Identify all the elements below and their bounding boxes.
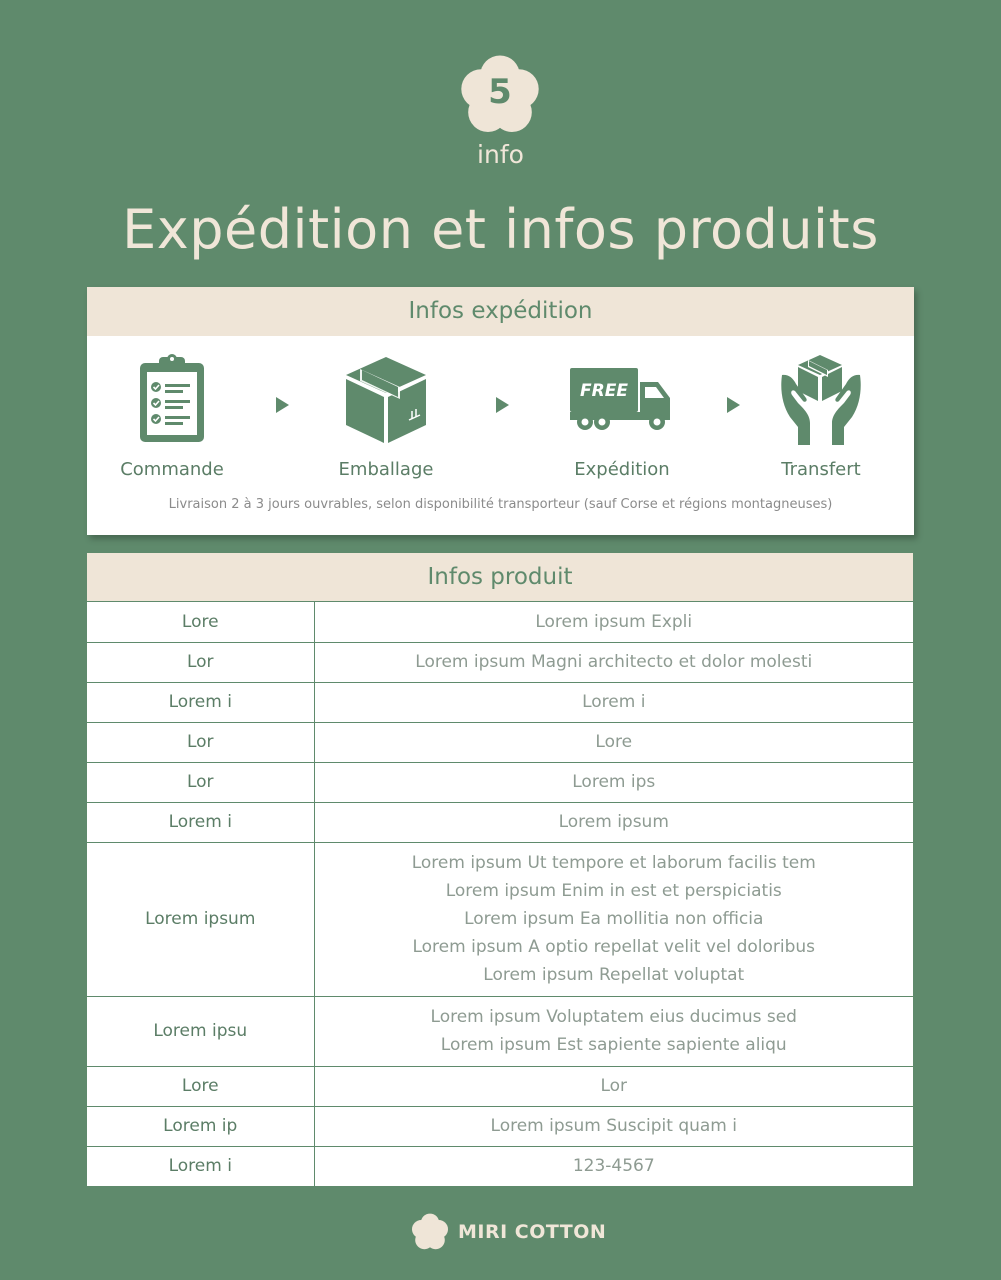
- row-key: Lore: [87, 1066, 314, 1106]
- row-value: [314, 682, 913, 722]
- table-row: [87, 682, 913, 722]
- row-value: [314, 642, 913, 682]
- row-value: [314, 722, 913, 762]
- table-row: [87, 842, 913, 996]
- value-line: Lorem ipsum Voluptatem eius ducimus sed: [430, 1007, 797, 1027]
- row-value: [314, 996, 913, 1066]
- delivery-truck-icon: [568, 364, 676, 434]
- product-info-table: [87, 553, 913, 1186]
- value-line: 123-4567: [572, 1156, 655, 1177]
- badge-number: 5: [488, 72, 512, 112]
- step-transfert: [736, 349, 906, 480]
- step-label: Expédition: [574, 459, 670, 480]
- hands-box-icon: [778, 353, 864, 445]
- step-label: Transfert: [781, 459, 861, 480]
- row-key: Lor: [87, 762, 314, 802]
- table-row: [87, 1146, 913, 1186]
- row-key: Lorem ip: [87, 1106, 314, 1146]
- page-title: Expédition et infos produits: [122, 198, 879, 261]
- value-line: Lorem ipsum Ea mollitia non officia: [464, 909, 764, 929]
- shipping-header: Infos expédition: [87, 287, 914, 336]
- row-key: Lorem ipsum: [87, 842, 314, 996]
- row-key: Lor: [87, 642, 314, 682]
- table-row: [87, 1106, 913, 1146]
- row-key: Lore: [87, 602, 314, 642]
- step-expedition: [537, 349, 707, 480]
- badge-label: info: [477, 140, 524, 169]
- value-line: Lorem i: [582, 692, 646, 712]
- row-value: [314, 1106, 913, 1146]
- value-line: Lor: [600, 1076, 628, 1096]
- flower-logo-icon: [410, 1212, 450, 1252]
- value-line: Lorem ipsum A optio repellat velit vel doloribus: [412, 937, 816, 957]
- step-commande: [87, 349, 257, 480]
- arrow-icon: [276, 397, 289, 413]
- row-value: [314, 1066, 913, 1106]
- row-value: [314, 602, 913, 642]
- value-line: Lorem ipsum Expli: [535, 611, 693, 632]
- row-key: Lorem i: [87, 802, 314, 842]
- value-line: Lorem ipsum Est sapiente sapiente aliqu: [440, 1035, 787, 1055]
- clipboard-checklist-icon: [137, 353, 207, 445]
- table-row: [87, 762, 913, 802]
- step-emballage: [301, 349, 471, 480]
- row-value: [314, 802, 913, 842]
- value-line: Lorem ipsum Enim in est et perspiciatis: [445, 881, 782, 901]
- package-box-icon: [344, 353, 428, 445]
- info-badge: [457, 52, 543, 138]
- truck-free-text: FREE: [580, 381, 628, 401]
- value-line: Lorem ipsum Ut tempore et laborum facilis tem: [411, 853, 816, 873]
- step-label: Commande: [120, 459, 224, 480]
- table-row: [87, 642, 913, 682]
- footer-brand: [410, 1212, 606, 1252]
- value-line: Lorem ipsum Repellat voluptat: [483, 965, 745, 985]
- row-value: [314, 842, 913, 996]
- row-key: Lorem i: [87, 1146, 314, 1186]
- shipping-info-card: [87, 287, 914, 535]
- row-key: Lorem ipsu: [87, 996, 314, 1066]
- arrow-icon: [496, 397, 509, 413]
- value-line: Lore: [595, 732, 633, 752]
- value-line: Lorem ips: [572, 772, 656, 792]
- row-key: Lorem i: [87, 682, 314, 722]
- brand-name: MIRI COTTON: [458, 1221, 607, 1243]
- table-row: [87, 802, 913, 842]
- row-key: Lor: [87, 722, 314, 762]
- row-value: [314, 1146, 913, 1186]
- table-row: [87, 602, 913, 642]
- table-row: [87, 996, 913, 1066]
- value-line: Lorem ipsum: [558, 812, 669, 832]
- row-value: [314, 762, 913, 802]
- step-label: Emballage: [338, 459, 434, 480]
- table-row: [87, 722, 913, 762]
- value-line: Lorem ipsum Suscipit quam i: [490, 1116, 737, 1136]
- value-line: Lorem ipsum Magni architecto et dolor molesti: [415, 652, 813, 672]
- shipping-note: Livraison 2 à 3 jours ouvrables, selon disponibilité transporteur (sauf Corse et régions montagneuses): [168, 497, 833, 512]
- product-header: Infos produit: [87, 553, 913, 602]
- product-table: [87, 602, 913, 1186]
- table-row: [87, 1066, 913, 1106]
